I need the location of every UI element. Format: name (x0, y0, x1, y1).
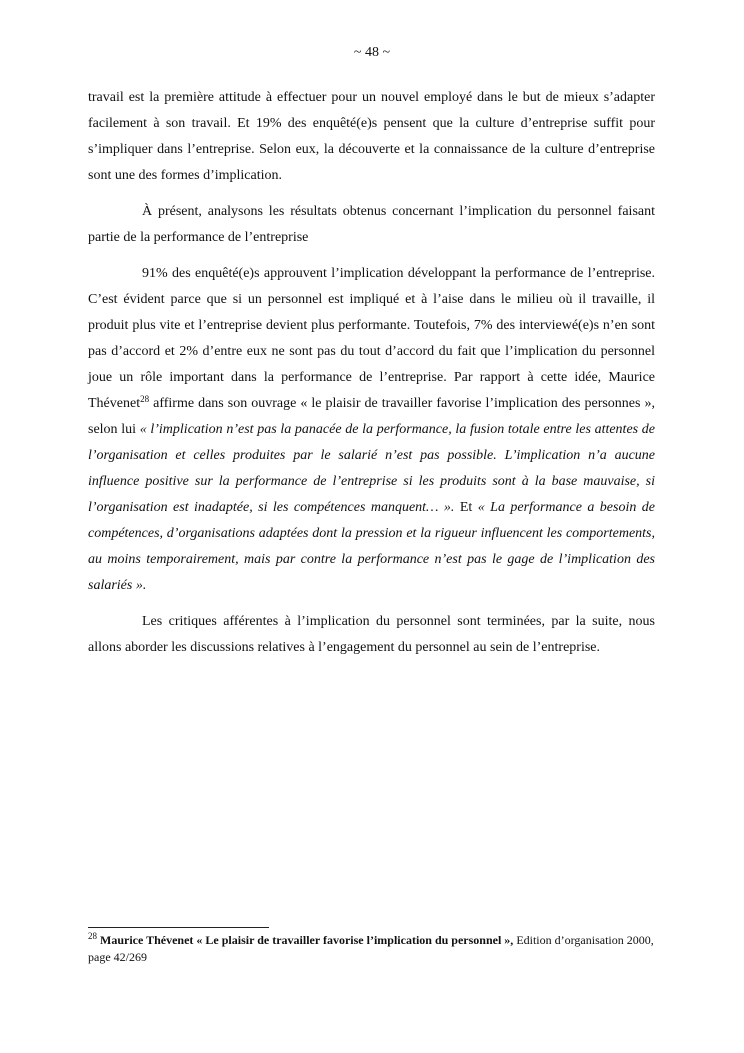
paragraph-3-text-a: 91% des enquêté(e)s approuvent l’implication développant la performance de l’entreprise. C’est évident parce que si un personnel est impliqué et à l’aise dans le milieu où il travaille, il produit plus vite et l’entreprise devient plus performante. Toutefois, 7% des interviewé(e)s n’en sont pas d’accord et 2% d’entre eux ne sont pas du tout d’accord du fait que l’implication du personnel joue un rôle important dans la performance de l’entreprise. Par rapport à cette idée, Maurice Thévenet (88, 266, 655, 411)
paragraph-3-text-c: Et (454, 500, 478, 515)
footnote (88, 932, 655, 966)
footnote-source-details: Edition d’organisation 2000, page 42/269 (88, 933, 654, 964)
paragraph-1: travail est la première attitude à effectuer pour un nouvel employé dans le but de mieux s’adapter facilement à son travail. Et 19% des enquêté(e)s pensent que la culture d’entreprise suffit pour s’impliquer dans l’entreprise. Selon eux, la découverte et la connaissance de la culture d’entreprise sont une des formes d’implication. (88, 90, 655, 183)
footnote-separator (88, 927, 269, 928)
page-number: ~ 48 ~ (353, 45, 391, 60)
paragraph-2: À présent, analysons les résultats obtenus concernant l’implication du personnel faisant partie de la performance de l’entreprise (88, 204, 655, 245)
paragraph-3-text-b: affirme dans son ouvrage « le plaisir de travailler favorise l’implication des personnes », selon lui (88, 396, 655, 437)
quotation-2: « La performance a besoin de compétences, d’organisations adaptées dont la pression et la rigueur influencent les comportements, au moins temporairement, mais par contre la performance n’est pas le gage de l’implication des salariés ». (88, 500, 655, 593)
paragraph-3 (88, 261, 655, 599)
footnote-reference: 28 (140, 394, 150, 404)
footnote-source-title: Maurice Thévenet « Le plaisir de travailler favorise l’implication du personnel », (97, 933, 514, 947)
quotation-1: « l’implication n’est pas la panacée de la performance, la fusion totale entre les attentes de l’organisation et celles produites par le salarié n’est pas possible. L’implication n’a aucune influence positive sur la performance de l’entreprise si les produits sont à la base mauvaise, si l’organisation est inadaptée, si les compétences manquent… ». (88, 422, 655, 515)
footnote-number: 28 (88, 931, 97, 941)
paragraph-4: Les critiques afférentes à l’implication du personnel sont terminées, par la suite, nous allons aborder les discussions relatives à l’engagement du personnel au sein de l’entreprise. (88, 614, 655, 655)
body-text (88, 85, 655, 671)
